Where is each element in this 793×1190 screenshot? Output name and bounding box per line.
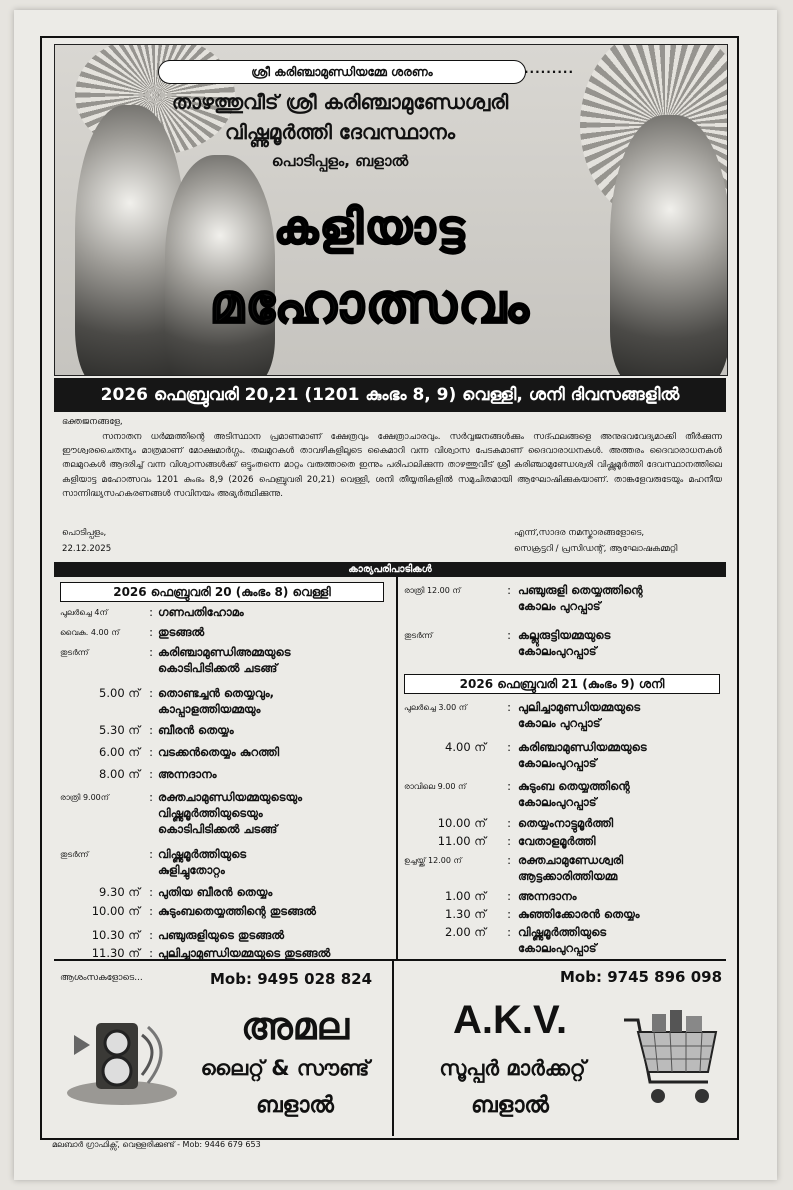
schedule-event-line2: കോലംപുറപ്പാട് [518, 941, 597, 955]
schedule-event-line2: കോലംപുറപ്പാട് [518, 795, 597, 809]
notice-signatory: സെക്രട്ടറി / പ്രസിഡന്റ്, ആഘോഷകമ്മറ്റി [514, 544, 678, 554]
schedule-event: പഞ്ചുരുളി തെയ്യത്തിന്റെ [518, 583, 643, 597]
schedule-event-line2: കുളിച്ചുതോറ്റം [158, 863, 225, 877]
schedule-event: ഗണപതിഹോമം [158, 605, 244, 619]
schedule-event: പുലിച്ചാമുണ്ഡിയമ്മയുടെ [518, 700, 641, 714]
schedule-event: അന്നദാനം [518, 889, 577, 903]
schedule-event: വടക്കൻതെയ്യം കുറത്തി [158, 745, 280, 759]
schedule-event: തൊണ്ടച്ചൻ തെയ്യവും, [158, 686, 275, 700]
festival-title-word1: കളിയാട്ട [274, 200, 466, 254]
schedule-event-line2: കൊടിപിടിക്കൽ ചടങ്ങ് [158, 661, 278, 675]
schedule-prefix: തുടർന്ന് [60, 648, 89, 657]
ad-right-mobile: Mob: 9745 896 098 [560, 968, 723, 986]
ad-left-mobile: Mob: 9495 028 824 [210, 970, 373, 988]
invocation-pill [158, 60, 526, 84]
schedule-separator: : [149, 790, 153, 804]
schedule-event: ബീരൻ തെയ്യം [158, 723, 234, 737]
temple-place: പൊടിപ്പളം, ബളാൽ [271, 152, 409, 170]
schedule-event: പുതിയ ബീരൻ തെയ്യം [158, 885, 273, 899]
schedule-time: 5.00 ന് [99, 686, 140, 700]
temple-title-line1: താഴത്തുവീട് ശ്രീ കരിഞ്ചാമുണ്ഡേശ്വരി [171, 90, 509, 114]
schedule-event: തുടങ്ങൽ [158, 625, 205, 639]
schedule-time: 6.00 ന് [99, 745, 140, 759]
day1-heading: 2026 ഫെബ്രുവരി 20 (കുംഭം 8) വെള്ളി [60, 582, 384, 602]
theyyam-figure-center-image [165, 155, 275, 376]
schedule-time: 4.00 ന് [445, 740, 486, 754]
schedule-separator: : [149, 686, 153, 700]
schedule-separator: : [507, 628, 511, 642]
schedule-event: പഞ്ചുരുളിയുടെ തുടങ്ങൽ [158, 928, 285, 942]
schedule-event-line2: കോലം പുറപ്പാട് [518, 599, 601, 613]
schedule-separator: : [507, 889, 511, 903]
schedule-event: കല്ലുരുട്ടിയമ്മയുടെ [518, 628, 611, 642]
schedule-time: 10.30 ന് [91, 928, 140, 942]
schedule-separator: : [507, 583, 511, 597]
schedule-time: 8.00 ന് [99, 767, 140, 781]
schedule-event-line2: ആട്ടക്കാരിത്തിയമ്മ [518, 869, 618, 883]
schedule-separator: : [507, 834, 511, 848]
schedule-separator: : [149, 745, 153, 759]
shopping-cart-icon [618, 1010, 722, 1122]
schedule-event: കരിഞ്ചാമുണ്ഡിയമ്മയുടെ [518, 740, 647, 754]
notice-salutation: ഭക്തജനങ്ങളേ, [62, 417, 123, 427]
schedule-event-line2: കോലംപുറപ്പാട് [518, 644, 597, 658]
schedule-separator: : [149, 847, 153, 861]
schedule-time: 1.30 ന് [445, 907, 486, 921]
schedule-separator: : [149, 723, 153, 737]
notice-body: സനാതന ധർമ്മത്തിന്റെ അടിസ്ഥാന പ്രമാണമാണ് ക്ഷേത്രവും ക്ഷേത്രാചാരവും. സർവ്വജനങ്ങൾക്കും സദ്ഫലങ്ങളെ അനുഭവവേദ്യമാക്കി തീർക്കുന്ന ഈശ്വരചൈതന്യം മാത്രമാണ് മോക്ഷമാർഗ്ഗം. തലമുറകൾ താവഴികളിലൂടെ കൈമാറി വന്ന വിശ്വാസ പേടകമാണ് ദൈവാരാധനകൾ. അത്തരം ദൈവാരാധനകൾ തലമുറകൾ ആദരിച്ച് വന്ന വിശ്വാസങ്ങൾക്ക് ഒട്ടുംതന്നെ മാറ്റം വരുത്താതെ ഇന്നും പരിപാലിക്കുന്ന താഴത്തുവീട് ശ്രീ കരിഞ്ചാമുണ്ഡേശ്വരി വിഷ്ണുമൂർത്തി ദേവസ്ഥാനത്തിലെ കളിയാട്ട മഹോത്സവം 1201 കുംഭം 8,9 (2026 ഫെബ്രുവരി 20,21) വെള്ളി, ശനി തീയ്യതികളിൽ സമുചിതമായി ആഘോഷിക്കുകയാണ്. താങ്കളേവരുടേയും മഹനീയ സാന്നിദ്ധ്യസഹകരണങ്ങൾ സവിനയം അഭ്യർത്ഥിക്കുന്നു. [62, 432, 722, 499]
footer-credit: മലബാർ ഗ്രാഫിക്സ്, വെള്ളരിക്കുണ്ട് - Mob: 9446 679 653 [52, 1140, 261, 1149]
schedule-separator: : [149, 928, 153, 942]
schedule-prefix: രാത്രി 12.00 ന് [404, 586, 461, 595]
schedule-time: 10.00 ന് [91, 904, 140, 918]
schedule-separator: : [149, 625, 153, 639]
schedule-separator: : [149, 605, 153, 619]
schedule-event: അന്നദാനം [158, 767, 217, 781]
temple-title-line2: വിഷ്ണുമൂർത്തി ദേവസ്ഥാനം [224, 120, 456, 144]
schedule-separator: : [507, 740, 511, 754]
schedule-separator: : [507, 779, 511, 793]
schedule-prefix: പുലർച്ചെ 3.00 ന് [404, 703, 467, 712]
festival-title-word2: മഹോത്സവം [209, 272, 531, 335]
schedule-time: 2.00 ന് [445, 925, 486, 939]
schedule-prefix: രാവിലെ 9.00 ന് [404, 782, 467, 791]
schedule-separator: : [507, 907, 511, 921]
day2-heading: 2026 ഫെബ്രുവരി 21 (കുംഭം 9) ശനി [404, 674, 720, 694]
schedule-separator: : [149, 885, 153, 899]
schedule-event: രക്തചാമുണ്ഡേശ്വരി [518, 853, 624, 867]
schedule-separator: : [149, 904, 153, 918]
schedule-separator: : [507, 816, 511, 830]
schedule-prefix: ഉച്ചയ്ക്ക് 12.00 ന് [404, 856, 462, 865]
schedule-time: 10.00 ന് [437, 816, 486, 830]
ad-right-name: A.K.V. [452, 998, 568, 1042]
schedule-time: 11.00 ന് [437, 834, 486, 848]
schedule-prefix: തുടർന്ന് [60, 850, 89, 859]
schedule-event-line2: വിഷ്ണുമൂർത്തിയുടെയും [158, 806, 263, 820]
dots-right: ......... [524, 62, 575, 76]
schedule-time: 5.30 ന് [99, 723, 140, 737]
festival-date-bar: 2026 ഫെബ്രുവരി 20,21 (1201 കുംഭം 8, 9) വെള്ളി, ശനി ദിവസങ്ങളിൽ [54, 378, 726, 412]
schedule-separator: : [507, 925, 511, 939]
notice-regards: എന്ന്,സാദര നമസ്കാരങ്ങളോടെ, [514, 528, 645, 538]
schedule-event: വിഷ്ണുമൂർത്തിയുടെ [518, 925, 607, 939]
schedule-event: കുടുംബ തെയ്യത്തിന്റെ [518, 779, 630, 793]
schedule-event: തെയ്യംനാട്ടുമൂർത്തി [518, 816, 614, 830]
column-divider [396, 577, 398, 959]
notice-place: പൊടിപ്പളം, [62, 528, 107, 538]
ad-left-place: ബളാൽ [256, 1093, 334, 1118]
schedule-event: കുഞ്ഞിക്കോരൻ തെയ്യം [518, 907, 640, 921]
sound-speaker-icon [62, 1005, 182, 1110]
schedule-event: പുലിച്ചാമുണ്ഡിയമ്മയുടെ തുടങ്ങൽ [158, 946, 331, 960]
schedule-prefix: വൈകു. 4.00 ന് [60, 628, 120, 637]
schedule-event: വേതാളമൂർത്തി [518, 834, 596, 848]
theyyam-figure-right-image [610, 115, 728, 376]
ads-divider-middle [392, 961, 394, 1136]
ad-left-name: അമല [240, 1004, 350, 1048]
schedule-event: വിഷ്ണുമൂർത്തിയുടെ [158, 847, 247, 861]
schedule-event: കരിഞ്ചാമുണ്ഡിഅമ്മയുടെ [158, 645, 291, 659]
schedule-event-line3: കൊടിപിടിക്കൽ ചടങ്ങ് [158, 822, 278, 836]
schedule-separator: : [149, 645, 153, 659]
schedule-event-line2: കോലം പുറപ്പാട് [518, 716, 601, 730]
invocation-text: ശ്രീ കരിഞ്ചാമുണ്ഡിയമ്മേ ശരണം [251, 65, 433, 79]
schedule-event: കുടുംബതെയ്യത്തിന്റെ തുടങ്ങൽ [158, 904, 316, 918]
schedule-prefix: തുടർന്ന് [404, 631, 433, 640]
schedule-time: 1.00 ന് [445, 889, 486, 903]
schedule-separator: : [149, 946, 153, 960]
ad-right-line2: സൂപ്പർ മാർക്കറ്റ് [439, 1056, 586, 1080]
schedule-event: രക്തചാമുണ്ഡിയമ്മയുടെയും [158, 790, 303, 804]
ad-right-place: ബളാൽ [471, 1093, 549, 1118]
schedule-prefix: രാത്രി 9.00ന് [60, 793, 109, 802]
schedule-separator: : [149, 767, 153, 781]
schedule-time: 11.30 ന് [91, 946, 140, 960]
schedule-separator: : [507, 853, 511, 867]
schedule-separator: : [507, 700, 511, 714]
schedule-event-line2: കോലംപുറപ്പാട് [518, 756, 597, 770]
ad-greeting: ആശംസകളോടെ... [60, 973, 143, 983]
notice-date: 22.12.2025 [62, 544, 112, 554]
ad-left-line2: ലൈറ്റ് & സൗണ്ട് [200, 1056, 370, 1080]
programme-title-bar: കാര്യപരിപാടികൾ [54, 562, 726, 577]
schedule-event-line2: കാപ്പാളത്തിയമ്മയും [158, 702, 261, 716]
schedule-prefix: പുലർച്ചെ 4ന് [60, 608, 108, 617]
schedule-time: 9.30 ന് [99, 885, 140, 899]
